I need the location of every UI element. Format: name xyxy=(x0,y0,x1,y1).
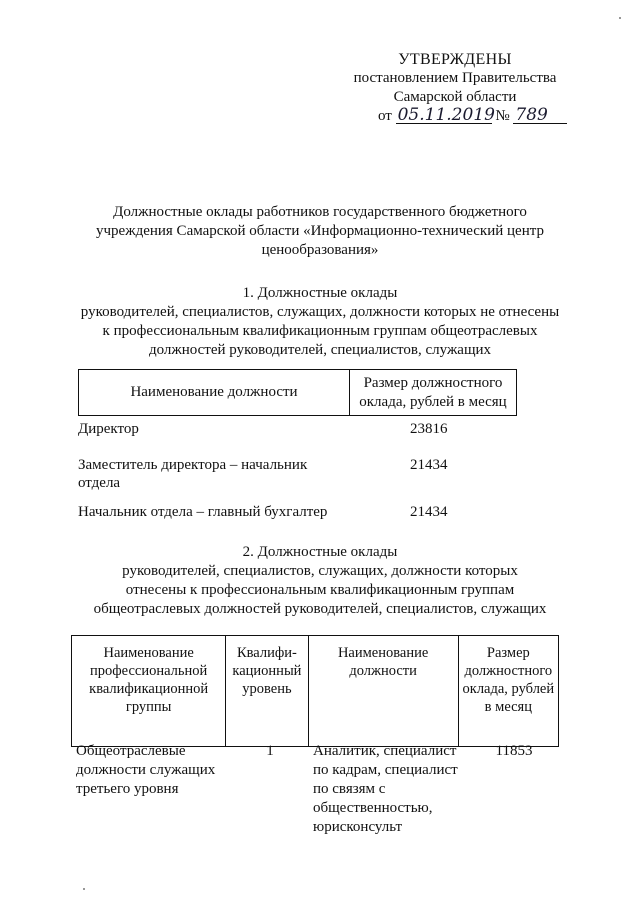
heading-line: должностей руководителей, специалистов, служащих xyxy=(148,342,492,358)
title-line: учреждения Самарской области «Информационно-технический центр xyxy=(96,223,544,239)
column-header-level: Квалифи-кационный уровень xyxy=(226,636,308,747)
position-names: Аналитик, специалист по кадрам, специалист по связям с общественностью, юрисконсульт xyxy=(313,743,458,835)
section-1-rows xyxy=(78,420,517,521)
salary-value: 23816 xyxy=(410,421,448,437)
salary-value: 21434 xyxy=(410,457,448,473)
approval-date-line xyxy=(340,107,570,126)
title-line: Должностные оклады работников государственного бюджетного xyxy=(113,204,527,220)
section-1-heading xyxy=(60,284,580,360)
approval-block xyxy=(340,50,570,126)
heading-line: отнесены к профессиональным квалификационным группам xyxy=(125,582,515,598)
title-line: ценообразования» xyxy=(261,242,379,258)
scan-speck xyxy=(619,17,621,19)
qualification-level: 1 xyxy=(266,743,274,759)
scan-speck xyxy=(83,888,85,890)
heading-line: общеотраслевых должностей руководителей, специалистов, служащих xyxy=(93,601,547,617)
section-2-heading xyxy=(60,543,580,619)
approval-line-1: постановлением Правительства xyxy=(353,70,557,86)
column-header-salary: Размер должностного оклада, рублей в месяц xyxy=(458,636,558,747)
number-label: № xyxy=(495,108,510,124)
handwritten-date: 05.11.2019 xyxy=(397,105,495,125)
section-2-table-header xyxy=(71,635,559,747)
heading-line: руководителей, специалистов, служащих, должности которых не отнесены xyxy=(80,304,560,320)
salary-value: 21434 xyxy=(410,504,448,520)
position-name: Заместитель директора – начальник отдела xyxy=(78,457,308,491)
column-header-position: Наименование должности xyxy=(308,636,458,747)
salary-value: 11853 xyxy=(495,743,533,759)
section-1-table-header xyxy=(78,369,517,416)
heading-line: руководителей, специалистов, служащих, должности которых xyxy=(122,563,518,579)
heading-line: 1. Должностные оклады xyxy=(242,285,398,301)
approval-title: УТВЕРЖДЕНЫ xyxy=(398,51,512,68)
column-header-salary: Размер должностного оклада, рублей в месяц xyxy=(350,370,517,416)
group-name: Общеотраслевые должности служащих третьего уровня xyxy=(76,743,216,797)
approval-line-2: Самарской области xyxy=(393,89,517,105)
column-header-group: Наименование профессиональной квалификационной группы xyxy=(72,636,226,747)
position-name: Начальник отдела – главный бухгалтер xyxy=(78,504,328,520)
table-row xyxy=(78,420,517,456)
table-row xyxy=(78,503,517,521)
from-label: от xyxy=(378,108,392,124)
table-row xyxy=(78,456,517,503)
position-name: Директор xyxy=(78,421,139,437)
document-title xyxy=(60,203,580,260)
heading-line: к профессиональным квалификационным группам общеотраслевых xyxy=(102,323,538,339)
column-header-position: Наименование должности xyxy=(79,370,350,416)
heading-line: 2. Должностные оклады xyxy=(242,544,398,560)
handwritten-number: 789 xyxy=(513,107,567,124)
